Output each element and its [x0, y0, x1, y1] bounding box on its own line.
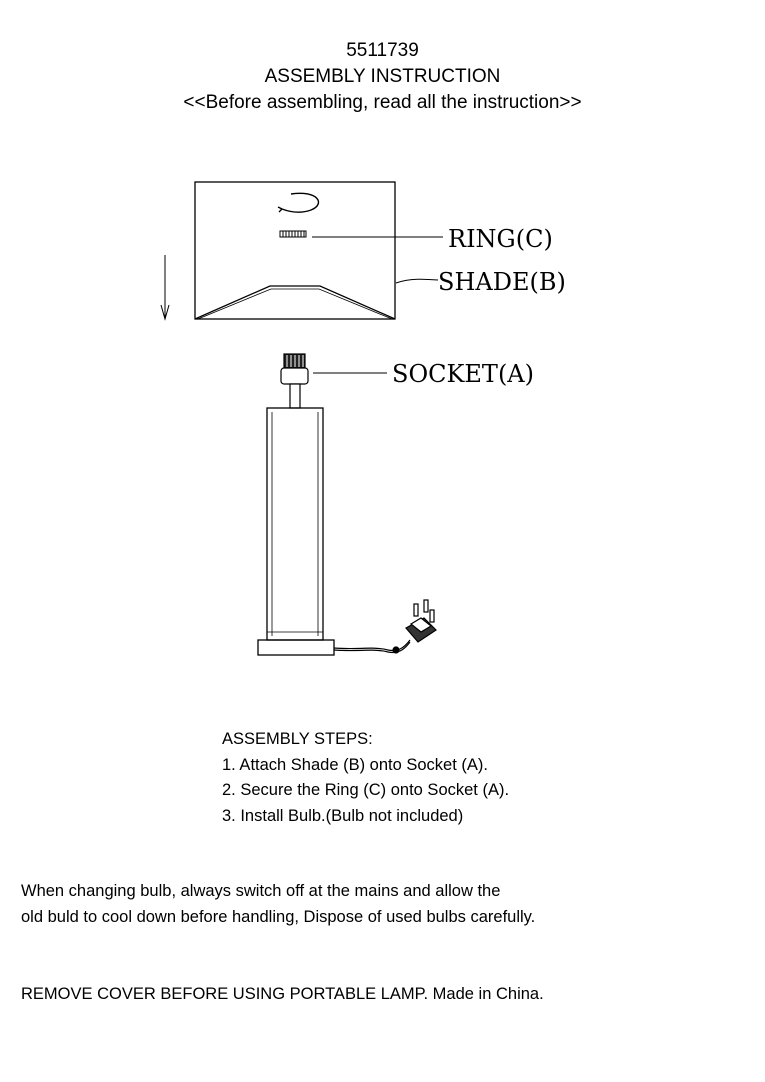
lamp-shade — [195, 182, 395, 319]
step-item: 1. Attach Shade (B) onto Socket (A). — [222, 755, 488, 774]
lamp-assembly-diagram — [0, 160, 765, 680]
socket-label: SOCKET(A) — [392, 360, 534, 388]
plug-icon — [393, 600, 436, 653]
model-number: 5511739 — [346, 40, 419, 61]
down-arrow-icon — [161, 255, 169, 319]
ring-threaded-part — [280, 231, 306, 237]
document-header — [0, 38, 765, 116]
callout-leaders — [312, 237, 443, 373]
warning-line: old buld to cool down before handling, Dispose of used bulbs carefully. — [21, 908, 536, 926]
warning-line: When changing bulb, always switch off at the mains and allow the — [21, 882, 501, 900]
step-item: 3. Install Bulb.(Bulb not included) — [222, 806, 464, 825]
step-item: 2. Secure the Ring (C) onto Socket (A). — [222, 781, 510, 799]
shade-label: SHADE(B) — [438, 268, 566, 296]
ring-part — [278, 193, 318, 212]
ring-label: RING(C) — [448, 225, 553, 253]
lamp-base-column — [258, 408, 334, 655]
steps-heading: ASSEMBLY STEPS: — [222, 730, 373, 748]
cover-notice: REMOVE COVER BEFORE USING PORTABLE LAMP. Made in China. — [21, 985, 544, 1003]
bulb-warning — [21, 878, 535, 930]
assembly-steps — [222, 727, 509, 829]
document-title: ASSEMBLY INSTRUCTION — [264, 66, 501, 87]
document-subtitle: <<Before assembling, read all the instruction>> — [183, 92, 582, 113]
lamp-socket — [281, 354, 308, 408]
